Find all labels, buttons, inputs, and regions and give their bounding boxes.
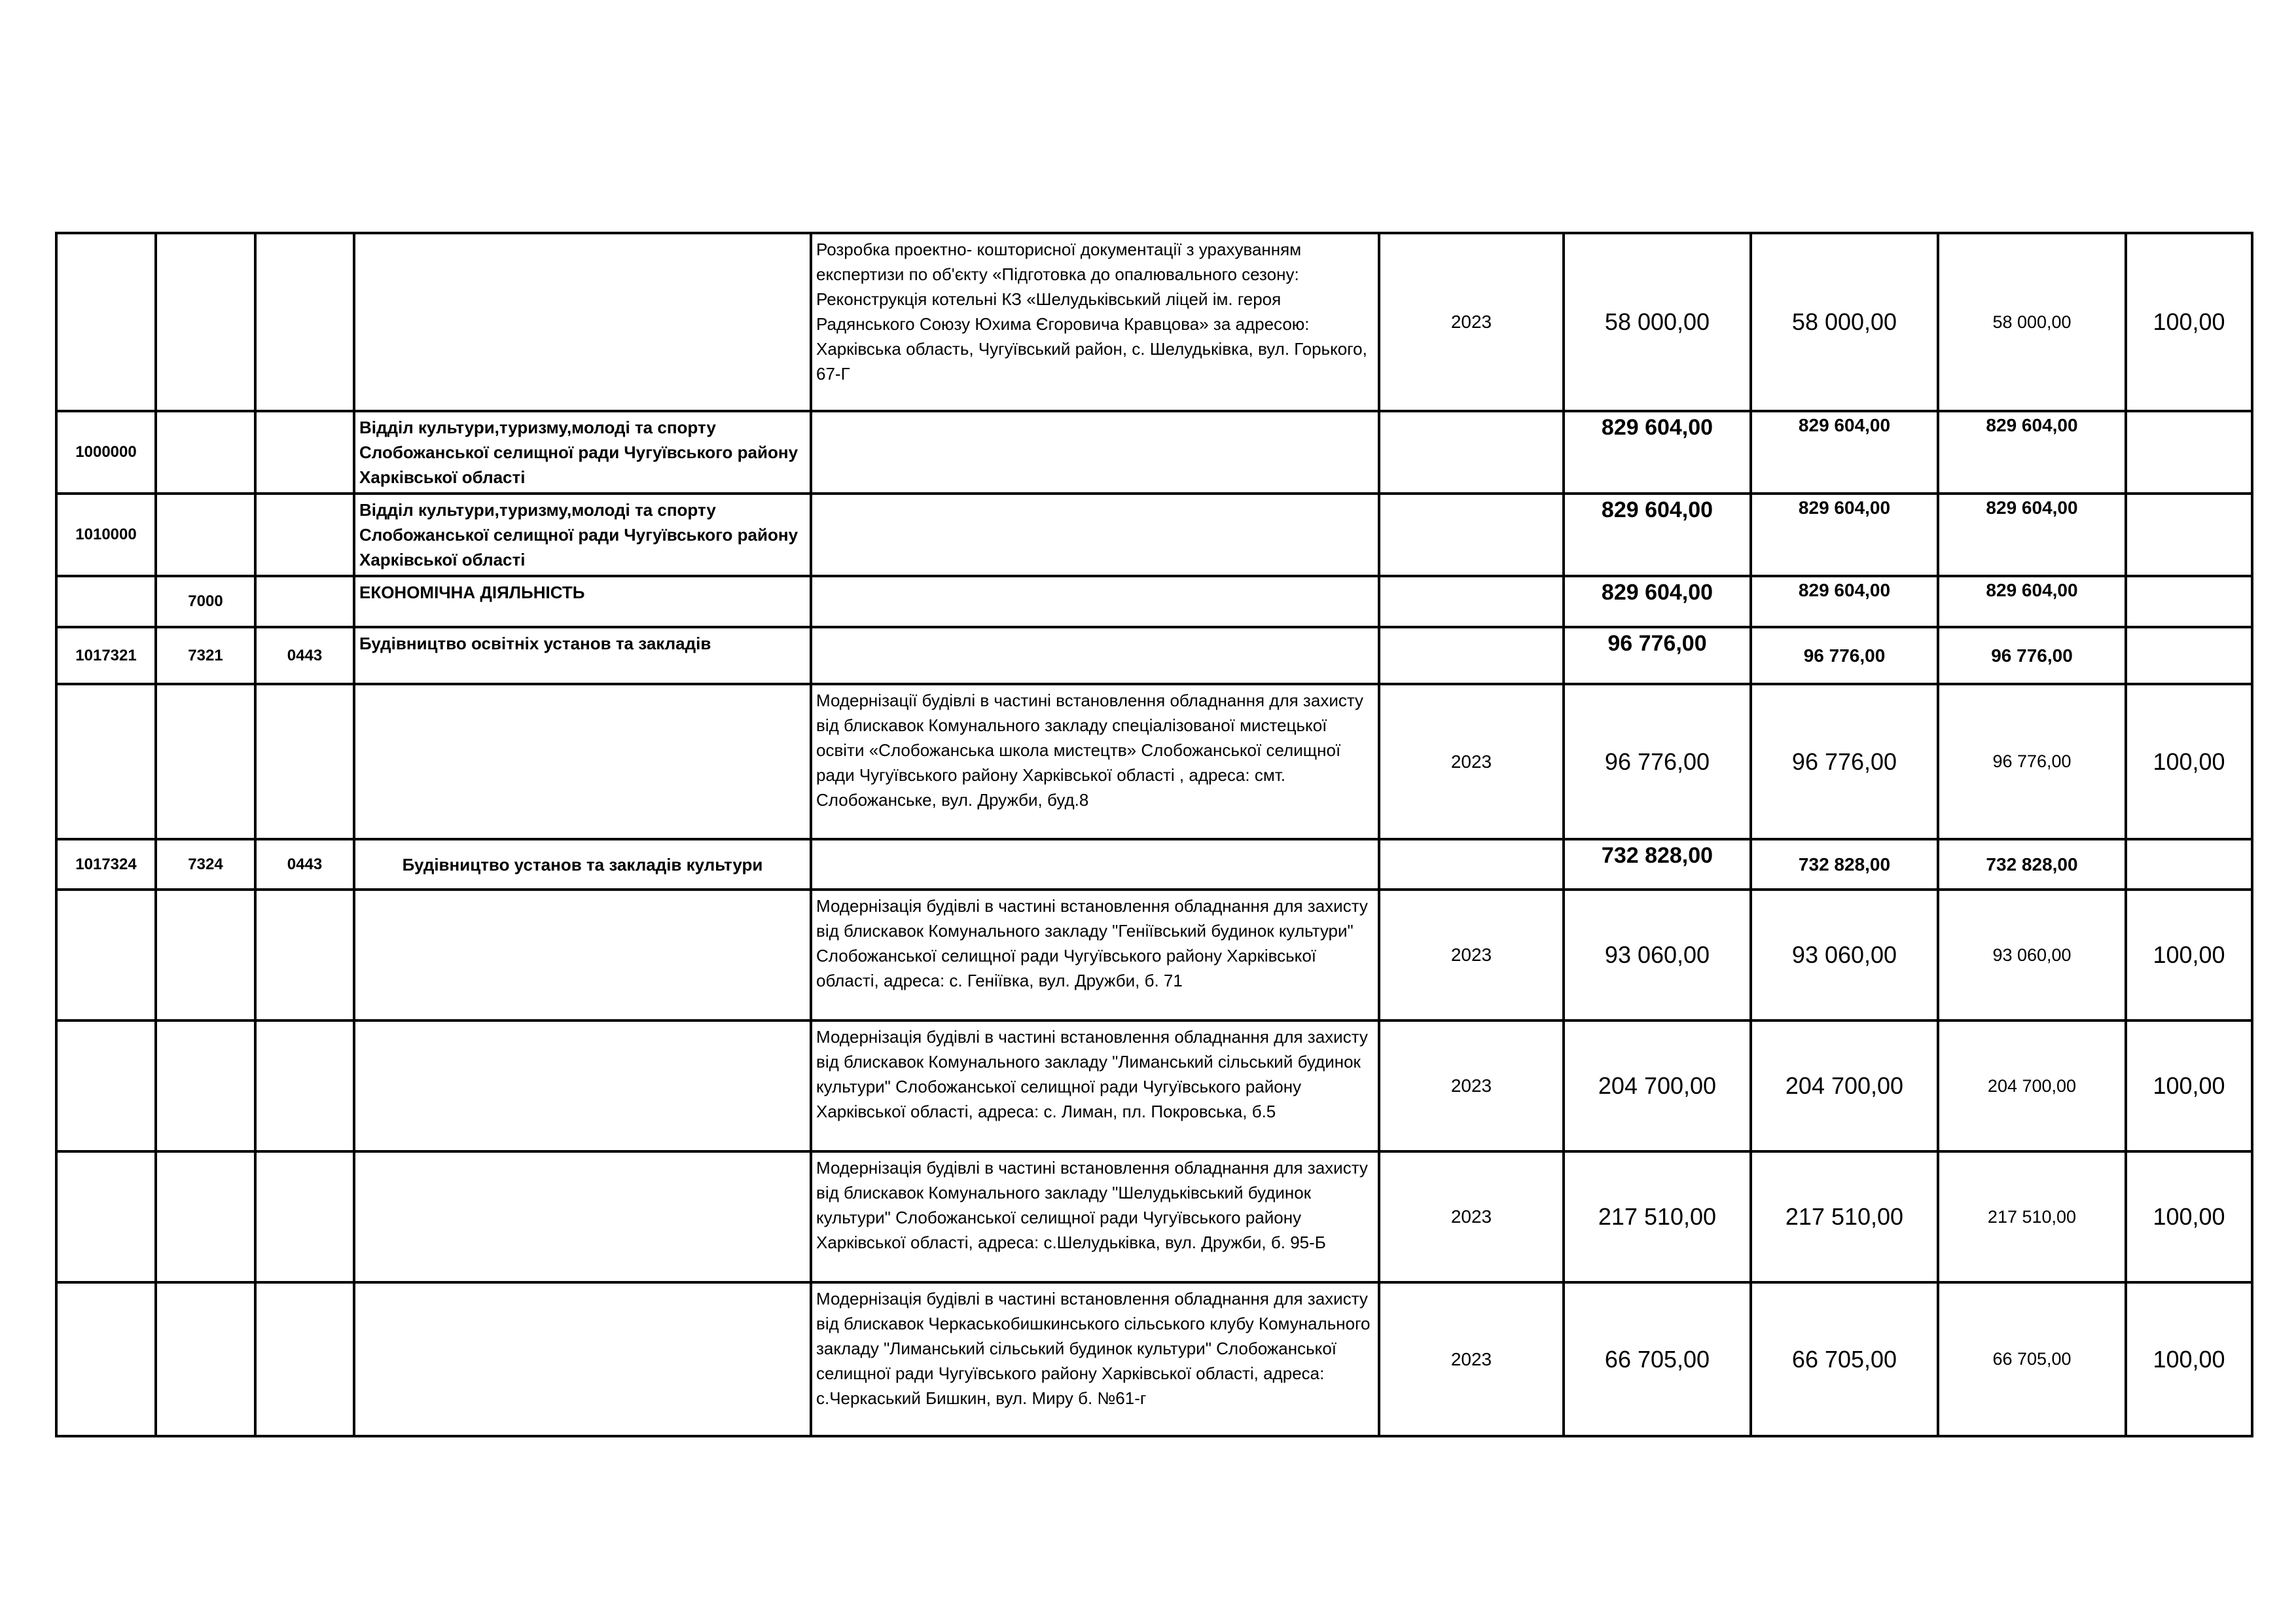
amount-cell: 96 776,00	[1564, 684, 1751, 839]
project-description-cell	[811, 576, 1379, 627]
name-cell: Відділ культури,туризму,молоді та спорту Слобожанської селищної ради Чугуївського району Харківської області	[354, 411, 811, 494]
percent-cell	[2126, 411, 2252, 494]
amount-cell: 96 776,00	[1751, 684, 1938, 839]
kpkv-code-cell	[156, 494, 255, 576]
percent-cell: 100,00	[2126, 1151, 2252, 1282]
percent-cell	[2126, 627, 2252, 684]
function-code-cell	[255, 576, 354, 627]
year-cell: 2023	[1379, 684, 1564, 839]
year-cell: 2023	[1379, 890, 1564, 1020]
project-description-cell: Модернізація будівлі в частині встановлення обладнання для захисту від блискавок Комунального закладу "Геніївський будинок культури" Слобожанської селищної ради Чугуївського району Харківської області, адреса: с. Геніївка, вул. Дружби, б. 71	[811, 890, 1379, 1020]
amount-cell: 58 000,00	[1938, 233, 2126, 411]
year-cell: 2023	[1379, 1151, 1564, 1282]
function-code-cell	[255, 1020, 354, 1151]
name-cell: Будівництво освітніх установ та закладів	[354, 627, 811, 684]
percent-cell: 100,00	[2126, 1282, 2252, 1436]
table-row	[56, 411, 2252, 494]
amount-cell: 829 604,00	[1938, 411, 2126, 494]
program-code-cell	[56, 1151, 156, 1282]
amount-cell: 217 510,00	[1751, 1151, 1938, 1282]
name-cell	[354, 1151, 811, 1282]
table-row	[56, 1151, 2252, 1282]
amount-cell: 96 776,00	[1938, 627, 2126, 684]
amount-cell: 829 604,00	[1938, 576, 2126, 627]
program-code-cell	[56, 1282, 156, 1436]
kpkv-code-cell	[156, 890, 255, 1020]
project-description-cell	[811, 627, 1379, 684]
amount-cell: 732 828,00	[1564, 839, 1751, 890]
program-code-cell	[56, 1020, 156, 1151]
amount-cell: 93 060,00	[1564, 890, 1751, 1020]
program-code-cell	[56, 890, 156, 1020]
amount-cell: 66 705,00	[1564, 1282, 1751, 1436]
amount-cell: 96 776,00	[1938, 684, 2126, 839]
name-cell: ЕКОНОМІЧНА ДІЯЛЬНІСТЬ	[354, 576, 811, 627]
amount-cell: 829 604,00	[1751, 494, 1938, 576]
table-row	[56, 627, 2252, 684]
amount-cell: 732 828,00	[1938, 839, 2126, 890]
amount-cell: 829 604,00	[1751, 411, 1938, 494]
percent-cell	[2126, 576, 2252, 627]
year-cell: 2023	[1379, 233, 1564, 411]
name-cell	[354, 1282, 811, 1436]
percent-cell: 100,00	[2126, 1020, 2252, 1151]
program-code-cell: 1000000	[56, 411, 156, 494]
amount-cell: 217 510,00	[1938, 1151, 2126, 1282]
program-code-cell: 1017321	[56, 627, 156, 684]
function-code-cell: 0443	[255, 627, 354, 684]
amount-cell: 204 700,00	[1938, 1020, 2126, 1151]
project-description-cell: Модернізації будівлі в частині встановлення обладнання для захисту від блискавок Комунального закладу спеціалізованої мистецької освіти «Слобожанська школа мистецтв» Слобожанської селищної ради Чугуївського району Харківської області , адреса: смт. Слобожанське, вул. Дружби, буд.8	[811, 684, 1379, 839]
function-code-cell	[255, 1282, 354, 1436]
amount-cell: 217 510,00	[1564, 1151, 1751, 1282]
table-row	[56, 576, 2252, 627]
amount-cell: 96 776,00	[1564, 627, 1751, 684]
amount-cell: 829 604,00	[1564, 494, 1751, 576]
function-code-cell	[255, 890, 354, 1020]
table-row	[56, 233, 2252, 411]
kpkv-code-cell	[156, 1151, 255, 1282]
amount-cell: 829 604,00	[1938, 494, 2126, 576]
amount-cell: 829 604,00	[1751, 576, 1938, 627]
amount-cell: 96 776,00	[1751, 627, 1938, 684]
year-cell	[1379, 576, 1564, 627]
program-code-cell	[56, 684, 156, 839]
year-cell: 2023	[1379, 1282, 1564, 1436]
name-cell: Будівництво установ та закладів культури	[354, 839, 811, 890]
amount-cell: 204 700,00	[1564, 1020, 1751, 1151]
name-cell	[354, 233, 811, 411]
function-code-cell	[255, 411, 354, 494]
name-cell	[354, 890, 811, 1020]
percent-cell: 100,00	[2126, 684, 2252, 839]
budget-table	[55, 232, 2253, 1437]
amount-cell: 66 705,00	[1751, 1282, 1938, 1436]
kpkv-code-cell: 7000	[156, 576, 255, 627]
function-code-cell	[255, 1151, 354, 1282]
amount-cell: 58 000,00	[1564, 233, 1751, 411]
project-description-cell: Розробка проектно- кошторисної документації з урахуванням експертизи по об'єкту «Підготовка до опалювального сезону: Реконструкція котельні КЗ «Шелудьківський ліцей ім. героя Радянського Союзу Юхима Єгоровича Кравцова» за адресою: Харківська область, Чугуївський район, с. Шелудьківка, вул. Горького, 67-Г	[811, 233, 1379, 411]
name-cell: Відділ культури,туризму,молоді та спорту Слобожанської селищної ради Чугуївського району Харківської області	[354, 494, 811, 576]
table-row	[56, 494, 2252, 576]
amount-cell: 732 828,00	[1751, 839, 1938, 890]
project-description-cell	[811, 839, 1379, 890]
percent-cell	[2126, 494, 2252, 576]
year-cell	[1379, 494, 1564, 576]
function-code-cell	[255, 494, 354, 576]
year-cell: 2023	[1379, 1020, 1564, 1151]
kpkv-code-cell: 7321	[156, 627, 255, 684]
program-code-cell	[56, 233, 156, 411]
table-row	[56, 1282, 2252, 1436]
amount-cell: 829 604,00	[1564, 411, 1751, 494]
amount-cell: 93 060,00	[1938, 890, 2126, 1020]
project-description-cell: Модернізація будівлі в частині встановлення обладнання для захисту від блискавок Комунального закладу "Шелудьківський будинок культури" Слобожанської селищної ради Чугуївського району Харківської області, адреса: с.Шелудьківка, вул. Дружби, б. 95-Б	[811, 1151, 1379, 1282]
name-cell	[354, 1020, 811, 1151]
table-row	[56, 684, 2252, 839]
amount-cell: 66 705,00	[1938, 1282, 2126, 1436]
program-code-cell: 1010000	[56, 494, 156, 576]
amount-cell: 829 604,00	[1564, 576, 1751, 627]
kpkv-code-cell	[156, 233, 255, 411]
year-cell	[1379, 839, 1564, 890]
project-description-cell: Модернізація будівлі в частині встановлення обладнання для захисту від блискавок Комунального закладу "Лиманський сільський будинок культури" Слобожанської селищної ради Чугуївського району Харківської області, адреса: с. Лиман, пл. Покровська, б.5	[811, 1020, 1379, 1151]
function-code-cell	[255, 233, 354, 411]
program-code-cell: 1017324	[56, 839, 156, 890]
year-cell	[1379, 627, 1564, 684]
year-cell	[1379, 411, 1564, 494]
project-description-cell	[811, 494, 1379, 576]
name-cell	[354, 684, 811, 839]
percent-cell: 100,00	[2126, 233, 2252, 411]
project-description-cell	[811, 411, 1379, 494]
table-row	[56, 890, 2252, 1020]
kpkv-code-cell	[156, 411, 255, 494]
program-code-cell	[56, 576, 156, 627]
percent-cell	[2126, 839, 2252, 890]
kpkv-code-cell	[156, 1282, 255, 1436]
amount-cell: 204 700,00	[1751, 1020, 1938, 1151]
function-code-cell: 0443	[255, 839, 354, 890]
amount-cell: 58 000,00	[1751, 233, 1938, 411]
amount-cell: 93 060,00	[1751, 890, 1938, 1020]
percent-cell: 100,00	[2126, 890, 2252, 1020]
table-row	[56, 839, 2252, 890]
kpkv-code-cell	[156, 1020, 255, 1151]
kpkv-code-cell: 7324	[156, 839, 255, 890]
table-row	[56, 1020, 2252, 1151]
project-description-cell: Модернізація будівлі в частині встановлення обладнання для захисту від блискавок Черкаськобишкинського сільського клубу Комунального закладу "Лиманський сільський будинок культури" Слобожанської селищної ради Чугуївського району Харківської області, адреса: с.Черкаський Бишкин, вул. Миру б. №61-г	[811, 1282, 1379, 1436]
function-code-cell	[255, 684, 354, 839]
kpkv-code-cell	[156, 684, 255, 839]
